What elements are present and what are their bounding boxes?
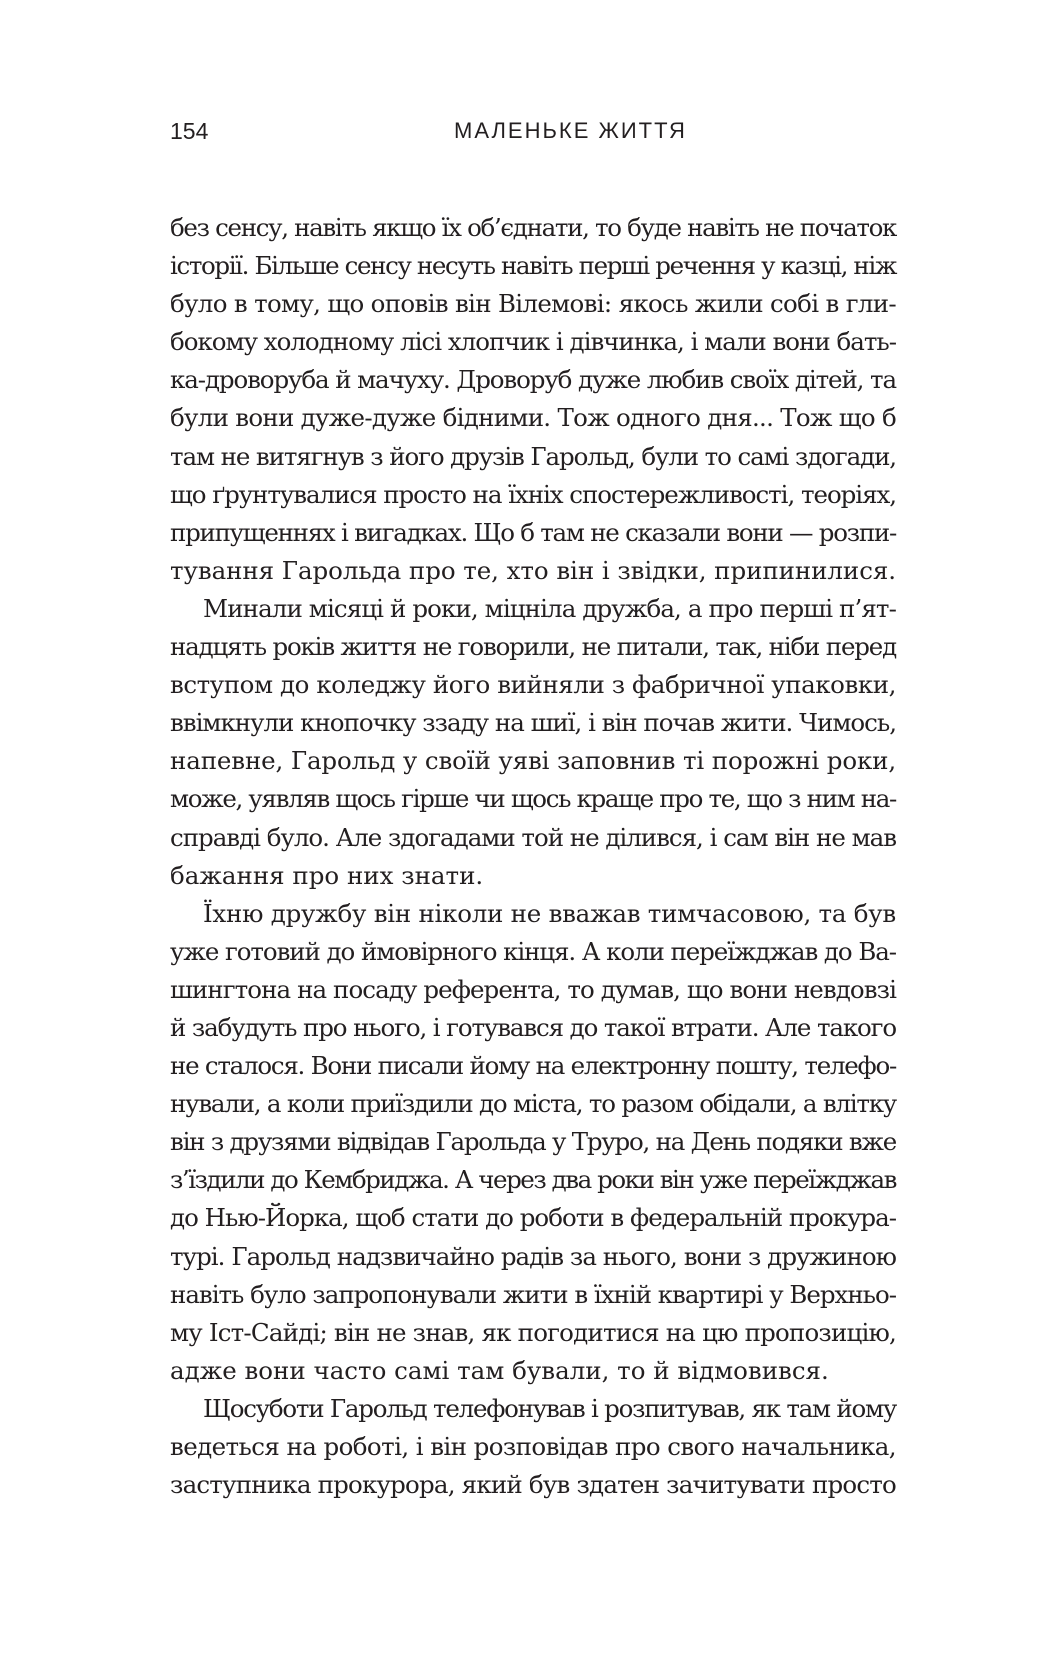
text-line: нували, а коли приїздили до міста, то разом обідали, а влітку	[170, 1089, 897, 1119]
text-line: й забудуть про нього, і готувався до такої втрати. Але такого	[170, 1012, 896, 1042]
text-line: він з друзями відвідав Гарольда у Труро, на День подяки вже	[170, 1127, 897, 1157]
paragraph-1	[170, 209, 896, 590]
text-line: до Нью-Йорка, щоб стати до роботи в федеральній прокура-	[170, 1203, 897, 1233]
text-line: що ґрунтувалися просто на їхніх спостережливості, теоріях,	[170, 479, 897, 509]
text-line: шингтона на посаду референта, то думав, що вони невдовзі	[170, 974, 896, 1004]
text-line: справді було. Але здогадами той не ділився, і сам він не мав	[170, 822, 896, 852]
text-line: бокому холодному лісі хлопчик і дівчинка, і мали вони бать-	[170, 327, 897, 357]
text-line: бажання про них знати.	[170, 860, 484, 890]
text-line: ка-дроворуба й мачуху. Дроворуб дуже любив своїх дітей, та	[170, 365, 897, 395]
text-line: вступом до коледжу його вийняли з фабричної упаковки,	[170, 670, 897, 700]
text-line: турі. Гарольд надзвичайно радів за нього, вони з дружиною	[170, 1241, 897, 1271]
text-line: було в тому, що оповів він Вілемові: якось жили собі в гли-	[170, 289, 896, 319]
text-line: навіть було запропонували жити в їхній квартирі у Верхньо-	[170, 1279, 896, 1309]
paragraph-4	[170, 1390, 896, 1504]
text-line: уже готовий до ймовірного кінця. А коли переїжджав до Ва-	[170, 936, 896, 966]
text-line: там не витягнув з його друзів Гарольд, були то самі здогади,	[170, 441, 896, 471]
text-line: без сенсу, навіть якщо їх об’єднати, то буде навіть не початок	[170, 213, 897, 242]
text-line: му Іст-Сайді; він не знав, як погодитися на цю пропозицію,	[170, 1317, 896, 1347]
running-title: МАЛЕНЬКЕ ЖИТТЯ	[454, 118, 687, 143]
text-line: історії. Більше сенсу несуть навіть перші речення у казці, ніж	[170, 251, 897, 281]
text-line: припущеннях і вигадках. Що б там не сказали вони — розпи-	[170, 517, 896, 547]
page-body	[170, 209, 896, 1504]
text-line: надцять років життя не говорили, не питали, так, ніби перед	[170, 632, 896, 662]
text-line: з’їздили до Кембриджа. А через два роки він уже переїжджав	[170, 1165, 897, 1195]
text-line: тування Гарольда про те, хто він і звідки, припинилися.	[170, 555, 896, 585]
text-line: Минали місяці й роки, міцніла дружба, а про перші п’ят-	[203, 593, 896, 623]
text-line: були вони дуже-дуже бідними. Тож одного дня... Тож що б	[170, 403, 896, 433]
text-line: адже вони часто самі там бували, то й відмовився.	[170, 1355, 829, 1385]
text-line: Їхню дружбу він ніколи не вважав тимчасовою, та був	[203, 898, 896, 928]
text-line: не сталося. Вони писали йому на електронну пошту, телефо-	[170, 1051, 896, 1081]
text-line: заступника прокурора, який був здатен зачитувати просто	[170, 1470, 896, 1500]
text-line: може, уявляв щось гірше чи щось краще про те, що з ним на-	[170, 784, 897, 814]
page-header	[0, 118, 1063, 154]
text-line: напевне, Гарольд у своїй уяві заповнив ті порожні роки,	[170, 746, 897, 776]
page-number: 154	[170, 118, 209, 144]
paragraph-3	[170, 895, 896, 1390]
text-line: Щосуботи Гарольд телефонував і розпитував, як там йому	[203, 1393, 897, 1423]
text-line: ведеться на роботі, і він розповідав про свого начальника,	[170, 1432, 897, 1461]
text-line: ввімкнули кнопочку ззаду на шиї, і він почав жити. Чимось,	[170, 708, 896, 738]
paragraph-2	[170, 590, 896, 895]
